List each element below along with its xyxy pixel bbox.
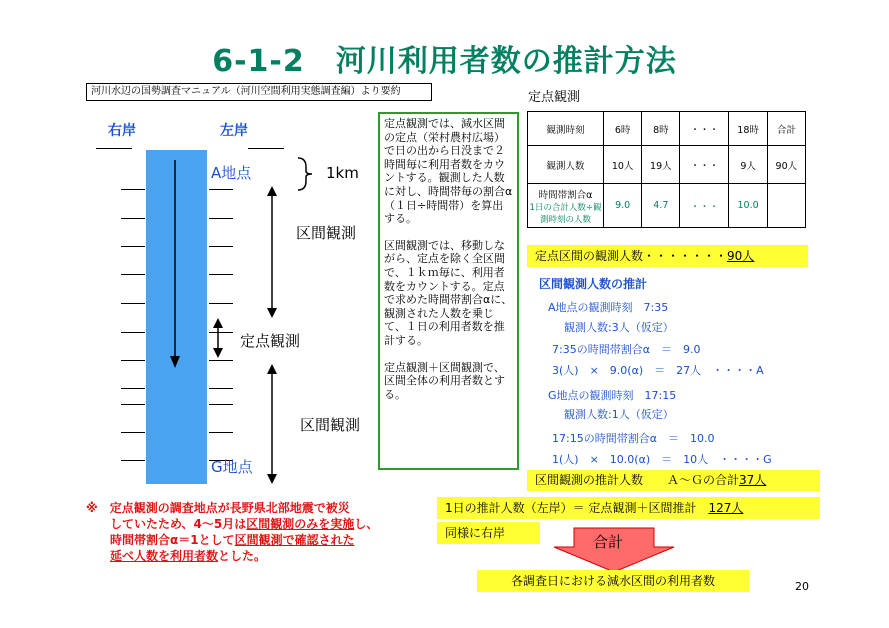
bank-tick	[209, 432, 233, 433]
g-time: G地点の観測時刻 17:15	[548, 389, 677, 402]
observation-table	[527, 111, 806, 228]
note-mark: ※	[86, 501, 98, 515]
page-title: 6-1-2 河川利用者数の推計方法	[212, 44, 677, 79]
row-count-label: 観測人数	[528, 146, 604, 184]
daily-total-value: 127人	[708, 501, 744, 515]
final-result-box: 各調査日における減水区間の利用者数	[477, 570, 749, 592]
cell: 19人	[642, 146, 680, 184]
fixed-total-box	[527, 245, 808, 267]
one-km-brace	[296, 157, 316, 191]
bank-tick	[209, 274, 233, 275]
estimate-heading: 区間観測人数の推計	[539, 277, 648, 291]
note-text-1: 定点観測の調査地点が長野県北部地震で被災	[109, 501, 350, 515]
section-obs-label-2: 区間観測	[300, 416, 361, 434]
note-line-2	[86, 516, 378, 532]
bank-tick	[121, 218, 145, 219]
one-km-label: 1km	[326, 164, 359, 182]
g-count: 観測人数:1人（仮定）	[564, 408, 674, 421]
section-total-label: 区間観測の推計人数 Ａ～Ｇの合計	[535, 473, 740, 487]
a-time: A地点の観測時刻 7:35	[548, 301, 669, 314]
bank-tick	[121, 460, 145, 461]
cell: ・・・	[680, 184, 729, 228]
bank-tick	[121, 404, 145, 405]
cell: ・・・	[680, 112, 729, 146]
flow-arrow	[165, 160, 185, 370]
bank-tick	[209, 303, 233, 304]
g-alpha: 17:15の時間帯割合α ＝ 10.0	[552, 432, 715, 445]
bank-tick	[209, 189, 233, 190]
fixed-total-label: 定点区間の観測人数・・・・・・・	[535, 249, 728, 263]
cell: 6時	[604, 112, 642, 146]
daily-total-label: 1日の推計人数（左岸）＝ 定点観測＋区間推計	[445, 501, 697, 515]
fixed-point-heading: 定点観測	[528, 90, 581, 105]
sum-arrow-label: 合計	[593, 533, 624, 551]
same-right-box: 同様に右岸	[437, 522, 540, 544]
point-a-label: A地点	[211, 164, 252, 182]
note-text-4: 延べ人数を利用者数	[110, 549, 219, 563]
cell: 10.0	[729, 184, 767, 228]
cell: 4.7	[642, 184, 680, 228]
a-calc: 3(人) × 9.0(α) ＝ 27人 ・・・・A	[552, 364, 764, 377]
left-bank-label: 左岸	[220, 123, 248, 139]
bank-tick	[121, 274, 145, 275]
bank-tick	[209, 404, 233, 405]
note-text-2b: 区間観測のみを実施	[246, 517, 355, 531]
bank-tick	[121, 303, 145, 304]
cell: 9.0	[604, 184, 642, 228]
section-total-value: 37人	[739, 473, 767, 487]
earthquake-note	[86, 500, 378, 564]
bank-tick	[209, 246, 233, 247]
bank-tick	[209, 360, 233, 361]
bank-tick	[121, 388, 145, 389]
page-number: 20	[795, 580, 809, 593]
desc-fixed: 定点観測では、減水区間の定点（栄村農村広場）で日の出から日没まで２時間毎に利用者数をカウントする。観測した人数に対し、時間帯毎の割合α（１日÷時間帯）を算出する。	[384, 117, 513, 226]
bank-tick	[209, 388, 233, 389]
top-line-left	[96, 148, 132, 149]
bank-tick	[121, 360, 145, 361]
alpha-sub: 1日の合計人数÷観測時刻の人数	[529, 202, 602, 225]
method-description	[378, 112, 519, 470]
fixed-obs-arrow	[208, 318, 228, 358]
cell: 合計	[767, 112, 805, 146]
bank-tick	[121, 189, 145, 190]
note-line-4	[86, 548, 378, 564]
cell: 8時	[642, 112, 680, 146]
note-text-2c: し、	[354, 517, 379, 531]
cell: 18時	[729, 112, 767, 146]
fixed-obs-label: 定点観測	[240, 332, 301, 350]
fixed-total-value: 90人	[727, 249, 755, 263]
right-bank-label: 右岸	[108, 123, 136, 139]
desc-section: 区間観測では、移動しながら、定点を除く全区間で、１ｋｍ毎に、利用者数をカウントする。定点で求めた時間帯割合αに、観測された人数を乗じて、１日の利用者数を推計する。	[384, 238, 513, 347]
cell: 90人	[767, 146, 805, 184]
cell	[767, 184, 805, 228]
top-line-right	[248, 148, 284, 149]
alpha-main: 時間帯割合α	[538, 189, 593, 201]
note-line-3	[86, 532, 378, 548]
point-g-label: G地点	[211, 458, 253, 476]
bank-tick	[209, 218, 233, 219]
section-arrows	[262, 150, 282, 484]
bank-tick	[121, 332, 145, 333]
note-text-3b: 区間観測で確認された	[234, 533, 355, 547]
note-text-4b: とした。	[218, 549, 267, 563]
note-text-3a: 時間帯割合α＝1として	[110, 533, 235, 547]
note-line-1	[86, 500, 378, 516]
source-label: 河川水辺の国勢調査マニュアル（河川空間利用実態調査編）より要約	[86, 83, 432, 101]
a-alpha: 7:35の時間帯割合α ＝ 9.0	[552, 343, 701, 356]
daily-total-box	[437, 497, 820, 519]
desc-total: 定点観測＋区間観測で、区間全体の利用者数とする。	[384, 360, 505, 401]
a-count: 観測人数:3人（仮定）	[564, 321, 674, 334]
note-text-2a: していたため、4～5月は	[110, 517, 247, 531]
row-alpha-label	[528, 184, 604, 228]
bank-tick	[121, 432, 145, 433]
section-total-box	[527, 470, 820, 491]
cell: 9人	[729, 146, 767, 184]
g-calc: 1(人) × 10.0(α) ＝ 10人 ・・・・G	[552, 453, 772, 466]
section-obs-label-1: 区間観測	[296, 224, 357, 242]
row-time-label: 観測時刻	[528, 112, 604, 146]
cell: 10人	[604, 146, 642, 184]
bank-tick	[121, 246, 145, 247]
cell: ・・・	[680, 146, 729, 184]
